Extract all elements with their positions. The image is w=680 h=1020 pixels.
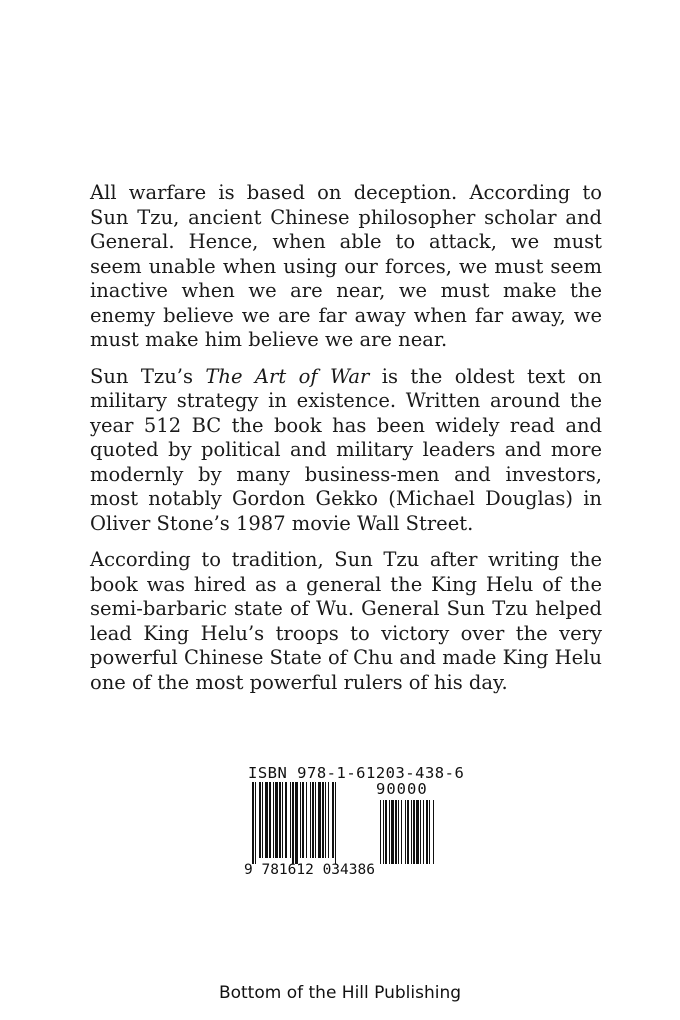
blurb-paragraph-1: All warfare is based on deception. According to Sun Tzu, ancient Chinese philosopher scholar and General. Hence, when able to attack, we must seem unable when using our forces, we must seem inactive when we are near, we must make the enemy believe we are far away when far away, we must make him believe we are near. [90, 181, 602, 351]
price-code: 90000 [376, 780, 428, 798]
isbn-label: ISBN 978-1-61203-438-6 [248, 764, 465, 782]
blurb-paragraph-2-rest: is the oldest text on military strategy in existence. Written around the year 512 BC the book has been widely read and quoted by political and military leaders and more modernly by many business-men and investors, most notably Gordon Gekko (Michael Douglas) in Oliver Stone’s 1987 movie Wall Street. [90, 364, 602, 535]
blurb-paragraph-3: According to tradition, Sun Tzu after writing the book was hired as a general the King Helu of the semi-barbaric state of Wu. General Sun Tzu helped lead King Helu’s troops to victory over the very powerful Chinese State of Chu and made King Helu one of the most powerful rulers of his day. [90, 548, 602, 694]
blurb-paragraph-2 [90, 365, 602, 537]
ean-digits: 9 781612 034386 [244, 862, 375, 878]
book-title: The Art of War [205, 364, 370, 388]
blurb-paragraph-2-start: Sun Tzu’s [90, 364, 206, 388]
publisher-name: Bottom of the Hill Publishing [218, 983, 462, 1003]
blurb-text [90, 181, 602, 707]
barcode-block [244, 764, 465, 884]
